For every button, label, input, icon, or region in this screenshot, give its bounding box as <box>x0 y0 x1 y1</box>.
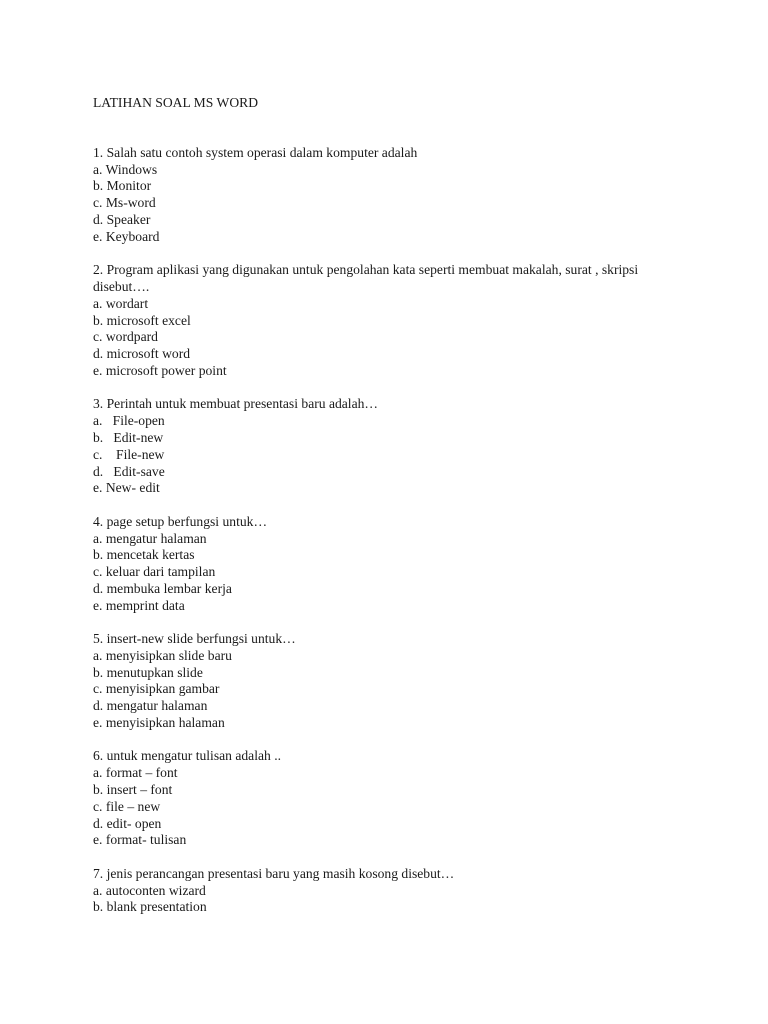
option-item: d. microsoft word <box>93 346 191 362</box>
option-item: c. wordpard <box>93 329 158 345</box>
option-item: e. menyisipkan halaman <box>93 715 225 731</box>
question-5 <box>93 631 693 732</box>
question-6 <box>93 748 693 849</box>
option-list <box>93 296 693 380</box>
option-item: e. Keyboard <box>93 228 160 244</box>
document-content <box>93 95 693 933</box>
option-list <box>93 883 693 917</box>
option-list <box>93 162 693 246</box>
option-list <box>93 413 693 497</box>
option-item: c. keluar dari tampilan <box>93 564 216 580</box>
option-item: b. menutupkan slide <box>93 664 203 680</box>
option-list <box>93 648 693 732</box>
option-item: b. microsoft excel <box>93 312 191 328</box>
option-item: b. Monitor <box>93 178 152 194</box>
option-item: d. Speaker <box>93 211 151 227</box>
option-list <box>93 765 693 849</box>
question-text: 4. page setup berfungsi untuk… <box>93 513 268 529</box>
option-item: b. blank presentation <box>93 899 207 915</box>
option-item: a. File-open <box>93 413 165 429</box>
question-7 <box>93 866 693 916</box>
document-title: LATIHAN SOAL MS WORD <box>93 95 259 110</box>
option-item: a. mengatur halaman <box>93 530 207 546</box>
option-item: e. memprint data <box>93 597 185 613</box>
option-item: e. New- edit <box>93 480 160 496</box>
option-item: b. mencetak kertas <box>93 547 195 563</box>
option-item: c. File-new <box>93 446 165 462</box>
option-item: c. file – new <box>93 798 161 814</box>
option-list <box>93 531 693 615</box>
option-item: a. Windows <box>93 161 158 177</box>
question-text: 1. Salah satu contoh system operasi dalam komputer adalah <box>93 144 418 160</box>
option-item: b. Edit-new <box>93 429 164 445</box>
question-3 <box>93 396 693 497</box>
question-text: 6. untuk mengatur tulisan adalah .. <box>93 748 282 764</box>
option-item: d. edit- open <box>93 815 162 831</box>
option-item: c. Ms-word <box>93 195 156 211</box>
question-text: 7. jenis perancangan presentasi baru yang masih kosong disebut… <box>93 865 455 881</box>
option-item: d. Edit-save <box>93 463 165 479</box>
option-item: b. insert – font <box>93 782 173 798</box>
question-text: 3. Perintah untuk membuat presentasi baru adalah… <box>93 396 379 412</box>
option-item: d. membuka lembar kerja <box>93 580 232 596</box>
question-2 <box>93 262 693 380</box>
option-item: d. mengatur halaman <box>93 698 208 714</box>
option-item: e. microsoft power point <box>93 362 227 378</box>
question-1 <box>93 145 693 246</box>
question-4 <box>93 514 693 615</box>
option-item: e. format- tulisan <box>93 832 187 848</box>
option-item: a. wordart <box>93 295 149 311</box>
option-item: a. format – font <box>93 765 178 781</box>
option-item: a. autoconten wizard <box>93 882 206 898</box>
option-item: a. menyisipkan slide baru <box>93 647 232 663</box>
question-text: 2. Program aplikasi yang digunakan untuk pengolahan kata seperti membuat makalah, surat , skripsi disebut…. <box>93 262 642 294</box>
question-text: 5. insert-new slide berfungsi untuk… <box>93 631 296 647</box>
option-item: c. menyisipkan gambar <box>93 681 220 697</box>
